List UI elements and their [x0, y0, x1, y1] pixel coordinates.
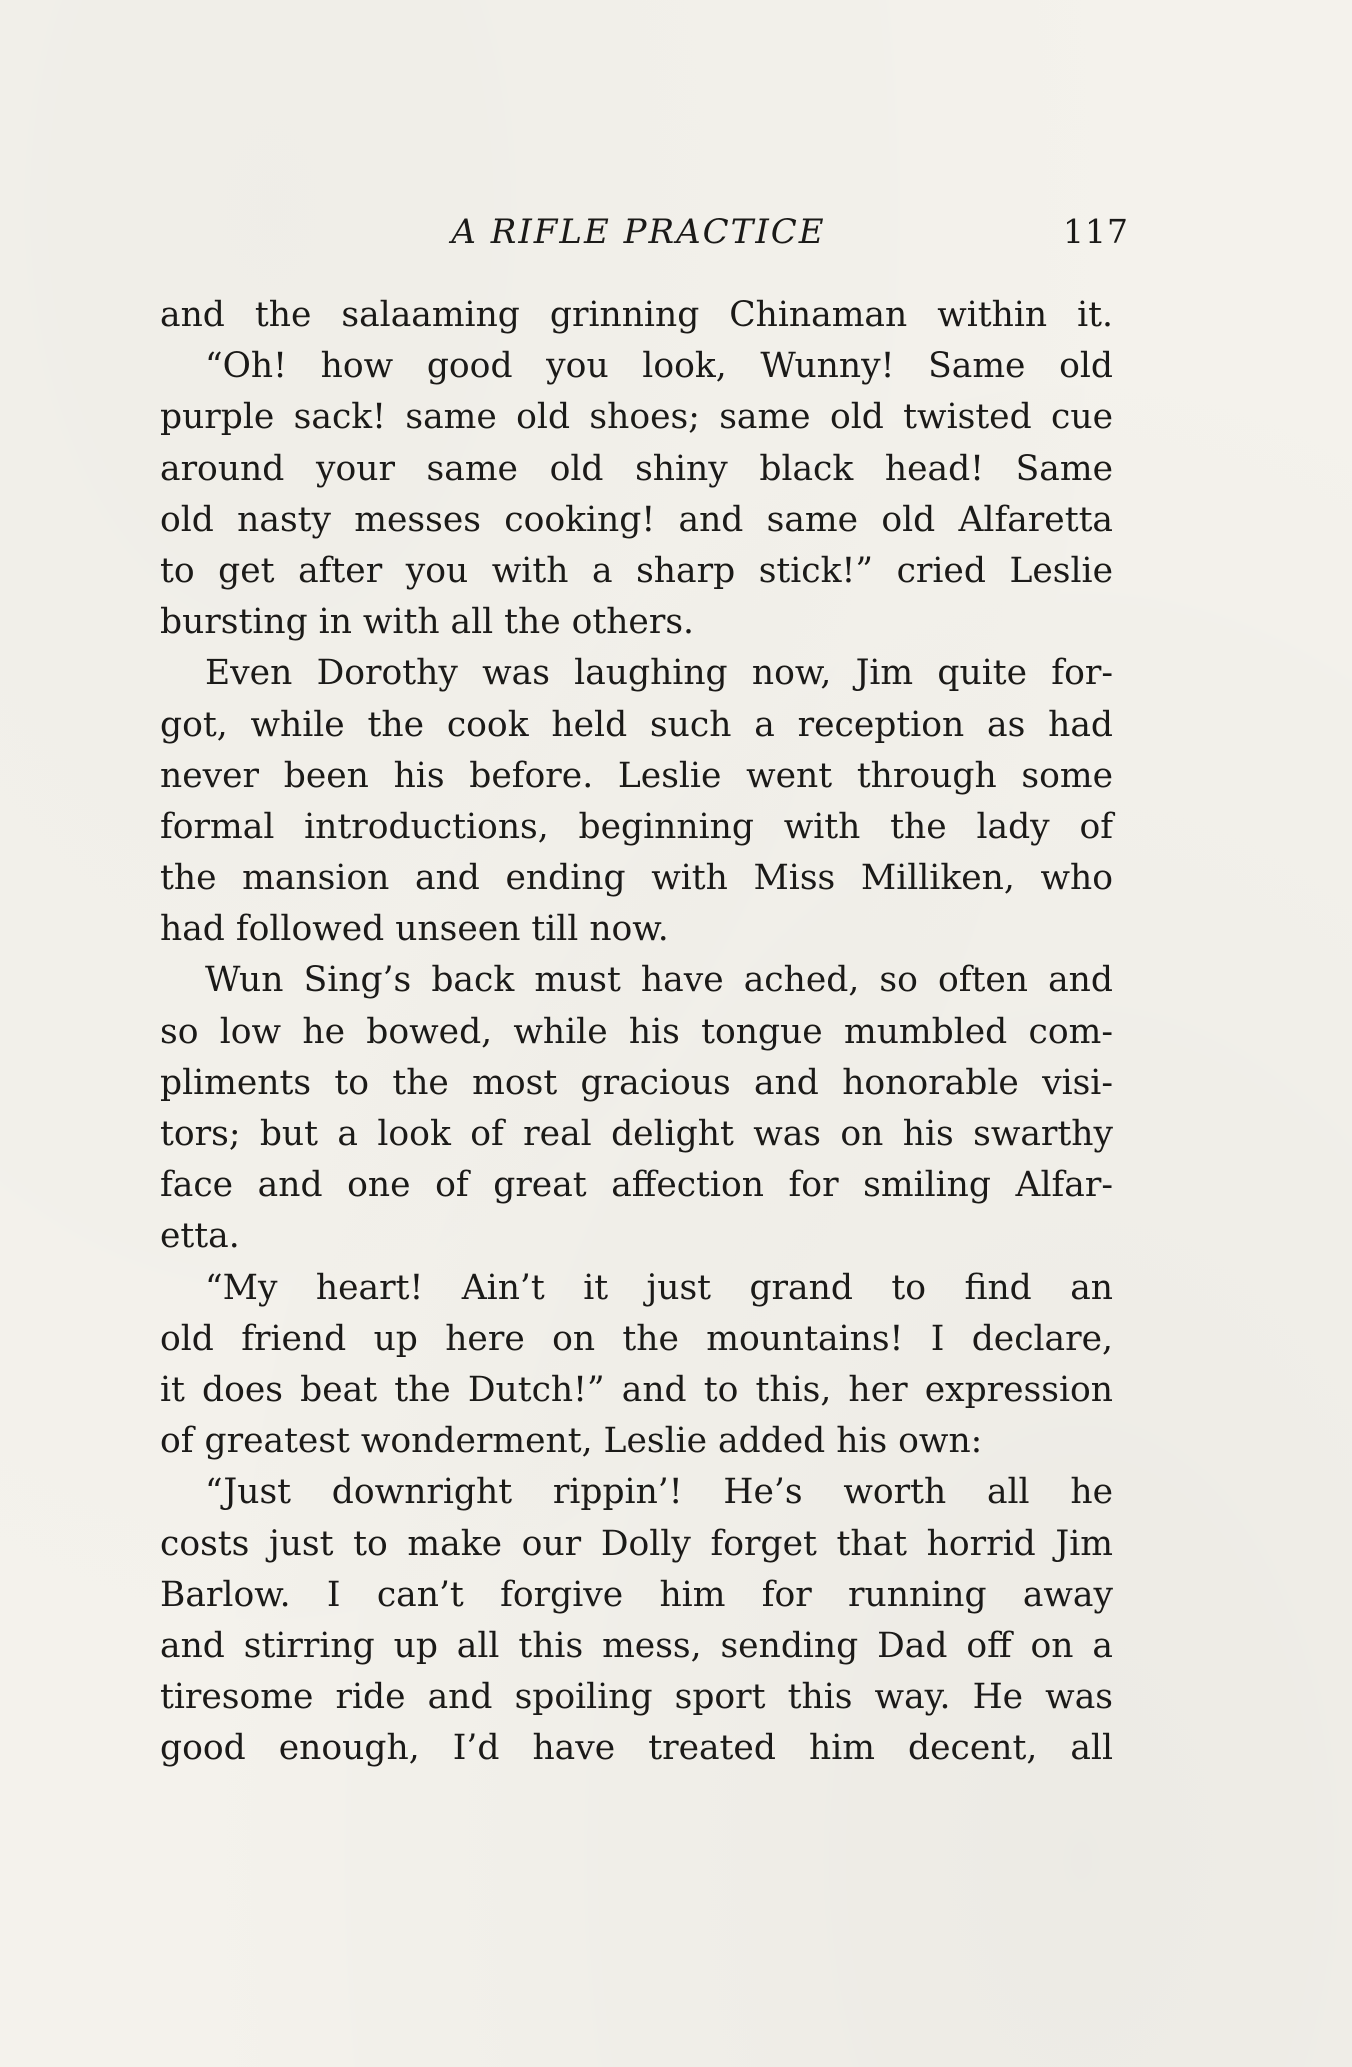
text-line: it does beat the Dutch!” and to this, her expression	[160, 1369, 1113, 1410]
text-line: “Oh! how good you look, Wunny! Same old	[205, 346, 1113, 387]
text-line: formal introductions, beginning with the lady of	[160, 806, 1113, 847]
running-title: A RIFLE PRACTICE	[451, 212, 826, 252]
text-line: costs just to make our Dolly forget that horrid Jim	[160, 1523, 1113, 1564]
text-line: good enough, I’d have treated him decent, all	[160, 1728, 1113, 1769]
text-line: never been his before. Leslie went through some	[160, 755, 1113, 796]
text-line: and the salaaming grinning Chinaman within it.	[160, 295, 1113, 335]
text-line: “Just downright rippin’! He’s worth all he	[205, 1472, 1113, 1513]
text-line: so low he bowed, while his tongue mumbled com-	[160, 1011, 1113, 1052]
body-text	[160, 290, 1113, 1774]
text-line: old nasty messes cooking! and same old Alfaretta	[160, 499, 1113, 540]
text-line: around your same old shiny black head! Same	[160, 448, 1113, 489]
text-line: got, while the cook held such a reception as had	[160, 704, 1113, 745]
text-line: Barlow. I can’t forgive him for running away	[160, 1574, 1113, 1615]
text-line: had followed unseen till now.	[160, 909, 669, 950]
text-line: Even Dorothy was laughing now, Jim quite for-	[205, 653, 1113, 694]
text-line: bursting in with all the others.	[160, 602, 695, 643]
text-line: old friend up here on the mountains! I declare,	[160, 1318, 1113, 1359]
text-line: purple sack! same old shoes; same old twisted cue	[160, 397, 1113, 438]
text-line: tors; but a look of real delight was on his swarthy	[160, 1114, 1113, 1154]
text-line: etta.	[160, 1216, 240, 1257]
text-line: pliments to the most gracious and honorable visi-	[160, 1062, 1113, 1103]
text-line: the mansion and ending with Miss Milliken, who	[160, 858, 1113, 899]
page-header	[160, 207, 1129, 257]
text-line: and stirring up all this mess, sending Dad off on a	[160, 1625, 1113, 1666]
text-line: to get after you with a sharp stick!” cried Leslie	[160, 550, 1113, 591]
text-line: face and one of great affection for smiling Alfar-	[160, 1165, 1113, 1206]
page-number: 117	[1063, 212, 1129, 251]
text-line: Wun Sing’s back must have ached, so often and	[205, 960, 1113, 1001]
text-line: “My heart! Ain’t it just grand to find an	[205, 1267, 1113, 1308]
text-line: tiresome ride and spoiling sport this way. He was	[160, 1677, 1113, 1718]
text-line: of greatest wonderment, Leslie added his own:	[160, 1421, 983, 1462]
